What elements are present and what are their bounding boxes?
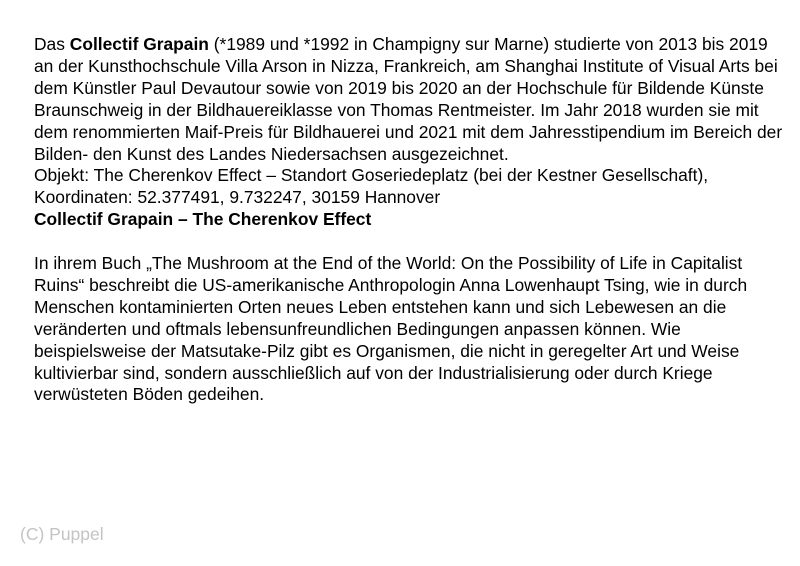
object-info-paragraph: Objekt: The Cherenkov Effect – Standort Goseriedeplatz (bei der Kestner Gesellschaft), Koordinaten: 52.377491, 9.732247, 30159 Hannover	[34, 165, 709, 208]
bio-prefix: Das	[34, 34, 70, 54]
artist-bio-paragraph	[34, 34, 784, 165]
description-paragraph: In ihrem Buch „The Mushroom at the End of the World: On the Possibility of Life in Capitalist Ruins“ beschreibt die US-amerikanische Anthropologin Anna Lowenhaupt Tsing, wie in durch Menschen kontaminierten Orten neues Leben entstehen kann und sich Lebewesen an die veränderten und oftmals lebensunfreundlichen Bedingungen anpassen können. Wie beispielsweise der Matsutake-Pilz gibt es Organismen, die nicht in geregelter Art und Weise kultivierbar sind, sondern ausschließlich auf von der Industrialisierung oder durch Kriege verwüsteten Böden gedeihen.	[34, 253, 748, 405]
copyright-watermark: (C) Puppel	[20, 524, 104, 544]
document-body	[34, 34, 784, 406]
artist-name: Collectif Grapain	[69, 34, 209, 54]
section-heading: Collectif Grapain – The Cherenkov Effect	[34, 209, 372, 230]
bio-text: (*1989 und *1992 in Champigny sur Marne) studierte von 2013 bis 2019 an der Kunsthochschule Villa Arson in Nizza, Frankreich, am Shanghai Institute of Visual Arts bei dem Künstler Paul Devautour sowie von 2019 bis 2020 an der Hochschule für Bildende Künste Braunschweig in der Bildhauereiklasse von Thomas Rentmeister. Im Jahr 2018 wurden sie mit dem renommierten Maif-Preis für Bildhauerei und 2021 mit dem Jahresstipendium im Bereich der Bilden- den Kunst des Landes Niedersachsen ausgezeichnet.	[34, 34, 783, 164]
